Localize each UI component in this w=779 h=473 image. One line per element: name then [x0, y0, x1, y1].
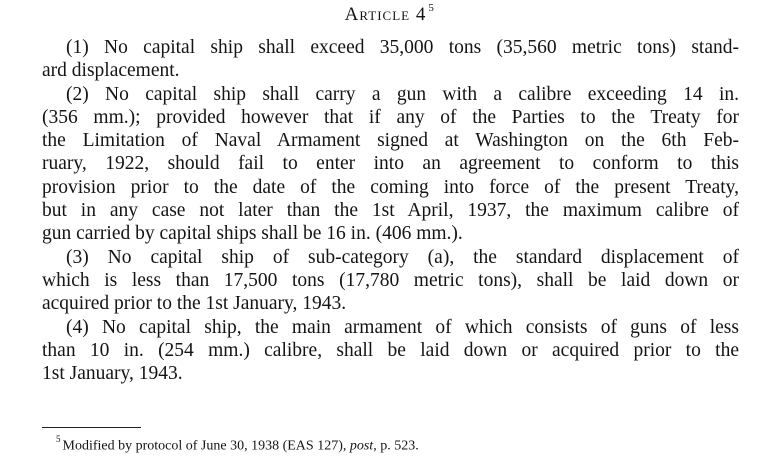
footnote-mark: 5: [56, 434, 61, 444]
article-body: [42, 36, 739, 385]
text-line: (356 mm.); provided however that if any of the Parties to the Treaty for: [42, 106, 739, 128]
paragraph-3: [42, 246, 739, 316]
text-line: (2) No capital ship shall carry a gun with a calibre exceeding 14 in.: [66, 83, 739, 105]
text-line: gun carried by capital ships shall be 16 in. (406 mm.).: [42, 223, 463, 245]
paragraph-1: [42, 36, 739, 83]
text-line: 1st January, 1943.: [42, 363, 183, 385]
text-line: (4) No capital ship, the main armament of which consists of guns of less: [66, 316, 739, 338]
paragraph-4: [42, 316, 739, 386]
text-line: ruary, 1922, should fail to enter into an agreement to conform to this: [42, 153, 739, 175]
footnote-italic-text: post: [349, 438, 374, 454]
text-line: provision prior to the date of the coming into force of the present Treaty,: [42, 176, 739, 198]
footnote: [56, 432, 419, 456]
text-line: (3) No capital ship of sub-category (a), the standard displacement of: [66, 246, 739, 268]
text-line: ard displacement.: [42, 60, 180, 82]
footnote-text: Modified by protocol of June 30, 1938 (EAS 127),: [62, 438, 350, 454]
text-line: which is less than 17,500 tons (17,780 metric tons), shall be laid down or: [42, 269, 739, 291]
text-line: than 10 in. (254 mm.) calibre, shall be laid down or acquired prior to the: [42, 339, 739, 361]
footnote-divider: [42, 427, 141, 428]
text-line: (1) No capital ship shall exceed 35,000 tons (35,560 metric tons) stand-: [66, 37, 739, 58]
paragraph-2: [42, 83, 739, 246]
article-heading: [0, 4, 779, 26]
article-footnote-mark: 5: [428, 2, 435, 15]
text-line: acquired prior to the 1st January, 1943.: [42, 293, 347, 315]
text-line: but in any case not later than the 1st April, 1937, the maximum calibre of: [42, 200, 739, 222]
footnote-text-end: , p. 523.: [373, 438, 419, 454]
text-line: the Limitation of Naval Armament signed at Washington on the 6th Feb-: [42, 130, 739, 152]
article-title: Article 4: [344, 4, 427, 25]
